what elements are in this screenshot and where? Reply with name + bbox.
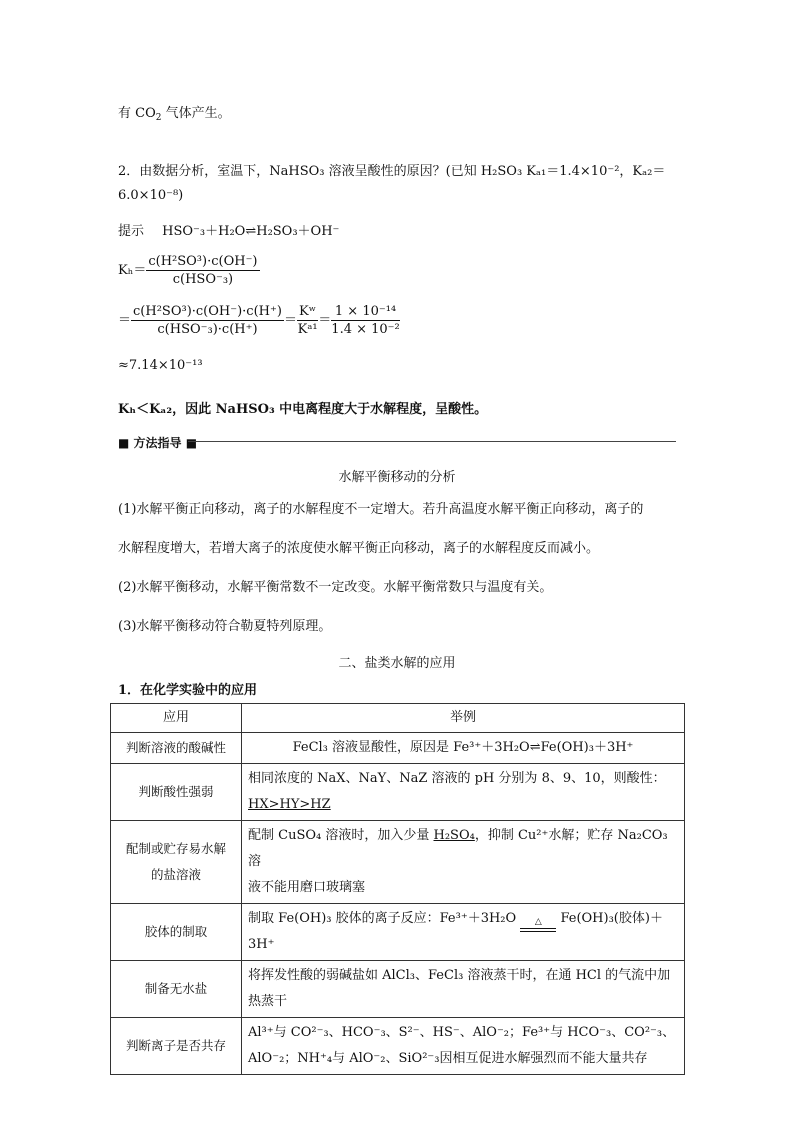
expansion-denominator: c(HSO⁻₃)·c(H⁺) xyxy=(157,322,258,337)
application-table xyxy=(110,703,685,1075)
application-line: 配制或贮存易水解 xyxy=(125,841,226,856)
example-cell xyxy=(242,904,685,961)
value-fraction xyxy=(331,304,399,337)
approx-value: ≈7.14×10⁻¹³ xyxy=(118,358,203,373)
kw-numerator: Kʷ xyxy=(298,304,317,319)
table-row xyxy=(111,821,685,904)
section-title: 二、盐类水解的应用 xyxy=(338,656,456,671)
kh-fraction xyxy=(146,254,259,287)
header-application: 应用 xyxy=(111,704,242,733)
text-part: 有 CO xyxy=(118,106,156,121)
method-guide-title: ■ 方法指导 ■ xyxy=(118,436,198,450)
hint-label: 提示 xyxy=(118,224,145,239)
text-part: 配制 CuSO₄ 溶液时，加入少量 xyxy=(248,828,434,843)
hint-line xyxy=(118,220,339,239)
method-p1-line2: 水解程度增大，若增大离子的浓度使水解平衡正向移动，离子的水解程度反而减小。 xyxy=(118,541,600,556)
example-line: Al³⁺与 CO²⁻₃、HCO⁻₃、S²⁻、HS⁻、AlO⁻₂；Fe³⁺与 HCO⁻₃、CO²⁻₃、 xyxy=(248,1025,676,1040)
method-heading: 水解平衡移动的分析 xyxy=(338,470,456,485)
double-line xyxy=(520,928,556,932)
equals: ＝ xyxy=(118,313,132,328)
example-line: 将挥发性酸的弱碱盐如 AlCl₃、FeCl₃ 溶液蒸干时，在通 HCl 的气流中加 xyxy=(248,968,671,983)
example-answer: HX>HY>HZ xyxy=(248,797,331,812)
text-part: 气体产生。 xyxy=(161,106,231,121)
application-cell xyxy=(111,821,242,904)
method-divider xyxy=(188,441,676,442)
method-p1-line1: (1)水解平衡正向移动，离子的水解程度不一定增大。若升高温度水解平衡正向移动，离子的 xyxy=(118,502,644,517)
value-denominator: 1.4 × 10⁻² xyxy=(331,322,400,337)
subscript: 2 xyxy=(155,113,162,123)
example-line: 热蒸干 xyxy=(248,994,288,1009)
application-line: 的盐溶液 xyxy=(150,867,201,882)
method-p3: (3)水解平衡移动符合勒夏特列原理。 xyxy=(118,619,332,634)
example-line: AlO⁻₂；NH⁺₄与 AlO⁻₂、SiO²⁻₃因相互促进水解强烈而不能大量共存 xyxy=(248,1051,648,1066)
kh-expansion xyxy=(118,304,400,337)
example-line: 相同浓度的 NaX、NaY、NaZ 溶液的 pH 分别为 8、9、10，则酸性： xyxy=(248,771,666,786)
continued-text xyxy=(118,102,231,123)
application-cell: 判断酸性强弱 xyxy=(111,764,242,821)
underlined-answer: H₂SO₄ xyxy=(433,828,475,843)
header-example: 举例 xyxy=(242,704,685,733)
table-row xyxy=(111,961,685,1018)
equals: ＝ xyxy=(318,313,332,328)
equals: ＝ xyxy=(283,313,297,328)
application-cell: 胶体的制取 xyxy=(111,904,242,961)
application-cell: 制备无水盐 xyxy=(111,961,242,1018)
text-part: 制取 Fe(OH)₃ 胶体的离子反应：Fe³⁺＋3H₂O xyxy=(248,911,517,926)
expansion-fraction xyxy=(131,304,284,337)
table-row xyxy=(111,1018,685,1075)
ka1-denominator: Kᵃ¹ xyxy=(297,322,318,337)
table-row xyxy=(111,764,685,821)
section-subtitle: 1．在化学实验中的应用 xyxy=(118,683,258,698)
method-p2: (2)水解平衡移动，水解平衡常数不一定改变。水解平衡常数只与温度有关。 xyxy=(118,580,553,595)
heat-equilibrium-arrow xyxy=(520,918,556,932)
example-line: 液不能用磨口玻璃塞 xyxy=(248,880,366,895)
question-2-line2: 6.0×10⁻⁸) xyxy=(118,188,184,203)
application-cell: 判断溶液的酸碱性 xyxy=(111,733,242,764)
text-part: Fe(OH)₃(胶体)＋3H⁺ xyxy=(248,911,663,952)
kh-lhs: Kₕ＝ xyxy=(118,263,147,278)
table-header-row xyxy=(111,704,685,733)
example-cell: FeCl₃ 溶液显酸性，原因是 Fe³⁺＋3H₂O⇌Fe(OH)₃＋3H⁺ xyxy=(242,733,685,764)
application-cell: 判断离子是否共存 xyxy=(111,1018,242,1075)
text-part: ，抑制 Cu²⁺水解；贮存 Na₂CO₃ 溶 xyxy=(248,828,668,869)
table-row xyxy=(111,733,685,764)
kw-fraction xyxy=(297,304,318,337)
expansion-numerator: c(H²SO³)·c(OH⁻)·c(H⁺) xyxy=(133,304,282,319)
kh-formula xyxy=(118,254,260,287)
hint-equation: HSO⁻₃＋H₂O⇌H₂SO₃＋OH⁻ xyxy=(162,224,340,239)
heat-symbol: △ xyxy=(534,917,542,927)
example-cell xyxy=(242,1018,685,1075)
value-numerator: 1 × 10⁻¹⁴ xyxy=(331,304,399,321)
example-cell xyxy=(242,764,685,821)
example-cell xyxy=(242,821,685,904)
table-row xyxy=(111,904,685,961)
kh-denominator: c(HSO⁻₃) xyxy=(172,272,234,287)
example-cell xyxy=(242,961,685,1018)
conclusion: Kₕ＜Kₐ₂，因此 NaHSO₃ 中电离程度大于水解程度，呈酸性。 xyxy=(118,402,488,417)
question-2-line1: 2．由数据分析，室温下，NaHSO₃ 溶液呈酸性的原因？(已知 H₂SO₃ Kₐ₁＝1.4×10⁻²，Kₐ₂＝ xyxy=(118,164,666,179)
kh-numerator: c(H²SO³)·c(OH⁻) xyxy=(148,254,258,269)
example-line xyxy=(248,823,678,875)
